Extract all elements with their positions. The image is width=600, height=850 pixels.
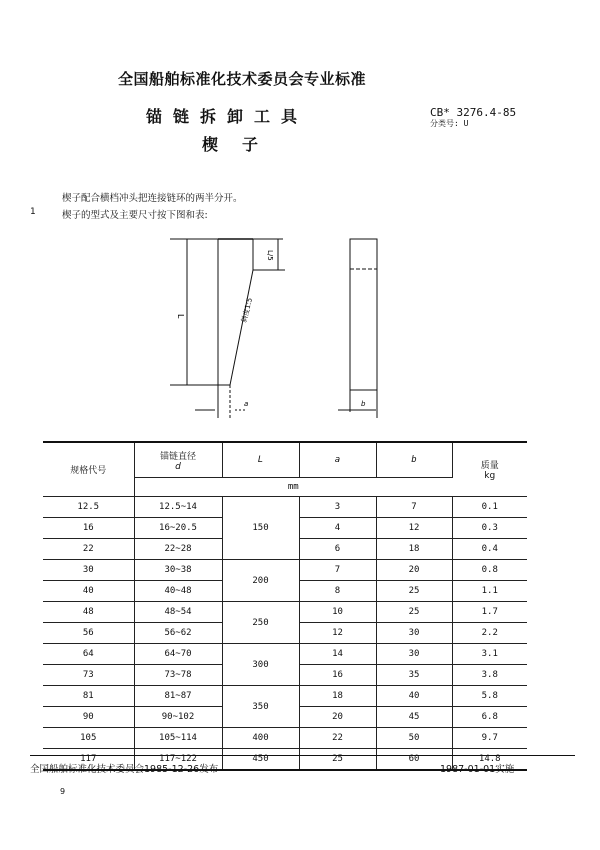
cell-b: 18 [376, 539, 452, 560]
header-chain-diameter [134, 442, 222, 478]
section-text: 楔子的型式及主要尺寸按下图和表: [62, 210, 208, 221]
header-spec-code: 规格代号 [43, 442, 134, 497]
cell-d: 12.5~14 [134, 497, 222, 518]
cell-code: 12.5 [43, 497, 134, 518]
cell-code: 22 [43, 539, 134, 560]
cell-mass: 0.1 [452, 497, 527, 518]
cell-mass: 6.8 [452, 707, 527, 728]
effective-date: 1987-01-01实施 [440, 764, 515, 775]
cell-b: 45 [376, 707, 452, 728]
header-dim-unit: mm [134, 478, 452, 497]
cell-b: 7 [376, 497, 452, 518]
header-mass-unit: kg [484, 471, 496, 481]
cell-d: 40~48 [134, 581, 222, 602]
cell-mass: 14.8 [452, 749, 527, 771]
cell-L: 450 [222, 749, 299, 771]
label-b: b [361, 400, 366, 408]
cell-a: 8 [299, 581, 376, 602]
document-title: 锚链拆卸工具 [146, 107, 309, 126]
cell-code: 64 [43, 644, 134, 665]
cell-a: 22 [299, 728, 376, 749]
cell-d: 48~54 [134, 602, 222, 623]
intro-text: 楔子配合横档冲头把连接链环的两半分开。 [62, 193, 243, 204]
label-L: L [176, 314, 185, 319]
organization-heading: 全国船舶标准化技术委员会专业标准 [118, 70, 367, 88]
cell-d: 30~38 [134, 560, 222, 581]
cell-b: 35 [376, 665, 452, 686]
wedge-drawing [160, 228, 400, 428]
cell-b: 12 [376, 518, 452, 539]
cell-mass: 3.8 [452, 665, 527, 686]
cell-a: 7 [299, 560, 376, 581]
classification-code: 分类号: U [430, 119, 469, 128]
cell-L: 200 [222, 560, 299, 602]
header-a: a [299, 442, 376, 478]
cell-mass: 9.7 [452, 728, 527, 749]
cell-b: 20 [376, 560, 452, 581]
table-row [43, 497, 527, 518]
cell-code: 81 [43, 686, 134, 707]
cell-code: 73 [43, 665, 134, 686]
cell-d: 73~78 [134, 665, 222, 686]
cell-a: 6 [299, 539, 376, 560]
section-number: 1 [30, 207, 36, 217]
document-subtitle: 楔子 [202, 135, 283, 154]
cell-d: 56~62 [134, 623, 222, 644]
cell-mass: 5.8 [452, 686, 527, 707]
label-L5: L/5 [266, 250, 274, 261]
header-mass [452, 442, 527, 497]
cell-b: 25 [376, 602, 452, 623]
cell-b: 30 [376, 623, 452, 644]
cell-mass: 0.4 [452, 539, 527, 560]
cell-d: 64~70 [134, 644, 222, 665]
cell-code: 117 [43, 749, 134, 771]
cell-mass: 0.3 [452, 518, 527, 539]
header-L: L [222, 442, 299, 478]
cell-L: 250 [222, 602, 299, 644]
header-b: b [376, 442, 452, 478]
cell-L: 150 [222, 497, 299, 560]
cell-d: 81~87 [134, 686, 222, 707]
table-row [43, 560, 527, 581]
issue-date: 全国船舶标准化技术委员会1985-12-26发布 [30, 764, 219, 775]
cell-d: 90~102 [134, 707, 222, 728]
cell-b: 40 [376, 686, 452, 707]
cell-L: 400 [222, 728, 299, 749]
cell-a: 10 [299, 602, 376, 623]
cell-code: 105 [43, 728, 134, 749]
spec-table [43, 441, 527, 771]
cell-a: 18 [299, 686, 376, 707]
cell-a: 20 [299, 707, 376, 728]
cell-mass: 1.7 [452, 602, 527, 623]
table-row [43, 602, 527, 623]
cell-code: 56 [43, 623, 134, 644]
cell-b: 50 [376, 728, 452, 749]
cell-d: 16~20.5 [134, 518, 222, 539]
cell-d: 105~114 [134, 728, 222, 749]
cell-code: 40 [43, 581, 134, 602]
standard-code-block [430, 107, 516, 129]
cell-b: 25 [376, 581, 452, 602]
table-row [43, 644, 527, 665]
cell-mass: 2.2 [452, 623, 527, 644]
cell-a: 25 [299, 749, 376, 771]
label-slope: 斜度1:5 [240, 297, 255, 324]
cell-d: 117~122 [134, 749, 222, 771]
cell-mass: 1.1 [452, 581, 527, 602]
cell-L: 300 [222, 644, 299, 686]
header-chain-diameter-label: 锚链直径 [159, 451, 196, 462]
page-number: 9 [60, 787, 66, 796]
cell-L: 350 [222, 686, 299, 728]
cell-a: 14 [299, 644, 376, 665]
header-chain-diameter-symbol: d [175, 461, 181, 472]
cell-a: 4 [299, 518, 376, 539]
table-row [43, 686, 527, 707]
cell-code: 48 [43, 602, 134, 623]
cell-d: 22~28 [134, 539, 222, 560]
intro-paragraph [62, 190, 243, 207]
cell-a: 3 [299, 497, 376, 518]
cell-code: 16 [43, 518, 134, 539]
table-row [43, 728, 527, 749]
label-a: a [244, 400, 249, 408]
standard-code: CB* 3276.4-85 [430, 106, 517, 119]
cell-mass: 0.8 [452, 560, 527, 581]
header-mass-label: 质量 [480, 461, 499, 471]
cell-b: 60 [376, 749, 452, 771]
cell-a: 16 [299, 665, 376, 686]
cell-code: 90 [43, 707, 134, 728]
footer-divider [30, 755, 575, 756]
cell-a: 12 [299, 623, 376, 644]
cell-mass: 3.1 [452, 644, 527, 665]
cell-b: 30 [376, 644, 452, 665]
cell-code: 30 [43, 560, 134, 581]
